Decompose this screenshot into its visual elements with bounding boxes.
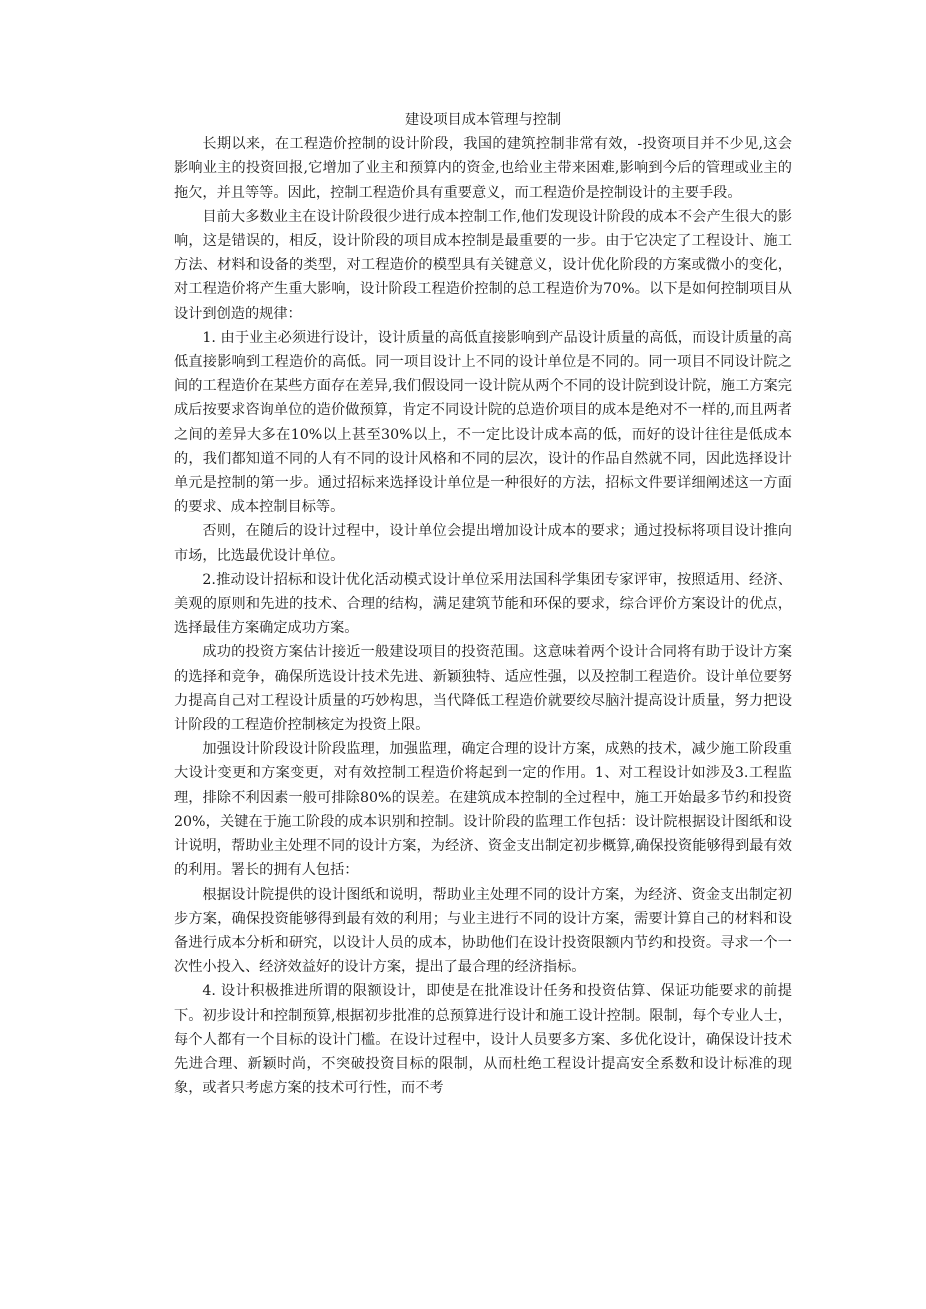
document-title: 建设项目成本管理与控制	[404, 112, 562, 128]
paragraph-intro: 长期以来，在工程造价控制的设计阶段，我国的建筑控制非常有效，-投资项目并不少见,这会影响业主的投资回报,它增加了业主和预算内的资金,也给业主带来困难,影响到今后的管理或业主的拖欠，并且等等。因此，控制工程造价具有重要意义，而工程造价是控制设计的主要手段。	[174, 136, 792, 201]
document-page	[174, 108, 792, 1100]
paragraph-design-stage: 目前大多数业主在设计阶段很少进行成本控制工作,他们发现设计阶段的成本不会产生很大的影响，这是错误的，相反，设计阶段的项目成本控制是最重要的一步。由于它决定了工程设计、施工方法、材料和设备的类型，对工程造价的模型具有关键意义，设计优化阶段的方案或微小的变化，对工程造价将产生重大影响，设计阶段工程造价控制的总工程造价为70%。以下是如何控制项目从设计到创造的规律：	[174, 208, 792, 322]
paragraph-point-4: 4. 设计积极推进所谓的限额设计，即使是在批准设计任务和投资估算、保证功能要求的前提下。初步设计和控制预算,根据初步批准的总预算进行设计和施工设计控制。限制，每个专业人士，每个人都有一个目标的设计门槛。在设计过程中，设计人员要多方案、多优化设计，确保设计技术先进合理、新颖时尚，不突破投资目标的限制，从而杜绝工程设计提高安全系数和设计标准的现象，或者只考虑方案的技术可行性，而不考	[174, 983, 792, 1097]
paragraph-point-1: 1. 由于业主必须进行设计，设计质量的高低直接影响到产品设计质量的高低，而设计质量的高低直接影响到工程造价的高低。同一项目设计上不同的设计单位是不同的。同一项目不同设计院之间的工程造价在某些方面存在差异,我们假设同一设计院从两个不同的设计院到设计院，施工方案完成后按要求咨询单位的造价做预算，肯定不同设计院的总造价项目的成本是绝对不一样的,而且两者之间的差异大多在10%以上甚至30%以上，不一定比设计成本高的低，而好的设计往往是低成本的，我们都知道不同的人有不同的设计风格和不同的层次，设计的作品自然就不同，因此选择设计单元是控制的第一步。通过招标来选择设计单位是一种很好的方法，招标文件要详细阐述这一方面的要求、成本控制目标等。	[174, 329, 792, 516]
paragraph-investment-plan: 成功的投资方案估计接近一般建设项目的投资范围。这意味着两个设计合同将有助于设计方案的选择和竞争，确保所选设计技术先进、新颖独特、适应性强，以及控制工程造价。设计单位要努力提高自己对工程设计质量的巧妙构思，当代降低工程造价就要绞尽脑汁提高设计质量，努力把设计阶段的工程造价控制核定为投资上限。	[174, 644, 792, 734]
paragraph-design-drawings: 根据设计院提供的设计图纸和说明，帮助业主处理不同的设计方案，为经济、资金支出制定初步方案，确保投资能够得到最有效的利用；与业主进行不同的设计方案，需要计算自己的材料和设备进行成本分析和研究，以设计人员的成本，协助他们在设计投资限额内节约和投资。寻求一个一次性小投入、经济效益好的设计方案，提出了最合理的经济指标。	[174, 886, 792, 976]
paragraph-otherwise: 否则，在随后的设计过程中，设计单位会提出增加设计成本的要求；通过投标将项目设计推向市场，比选最优设计单位。	[174, 523, 792, 564]
paragraph-point-2: 2.推动设计招标和设计优化活动模式设计单位采用法国科学集团专家评审，按照适用、经济、美观的原则和先进的技术、合理的结构，满足建筑节能和环保的要求，综合评价方案设计的优点，选择最佳方案确定成功方案。	[174, 571, 792, 637]
paragraph-supervision: 加强设计阶段设计阶段监理，加强监理，确定合理的设计方案，成熟的技术，减少施工阶段重大设计变更和方案变更，对有效控制工程造价将起到一定的作用。1、对工程设计如涉及3.工程监理，排除不利因素一般可排除80%的误差。在建筑成本控制的全过程中，施工开始最多节约和投资20%，关键在于施工阶段的成本识别和控制。设计阶段的监理工作包括：设计院根据设计图纸和设计说明，帮助业主处理不同的设计方案，为经济、资金支出制定初步概算,确保投资能够得到最有效的利用。署长的拥有人包括：	[174, 741, 792, 879]
